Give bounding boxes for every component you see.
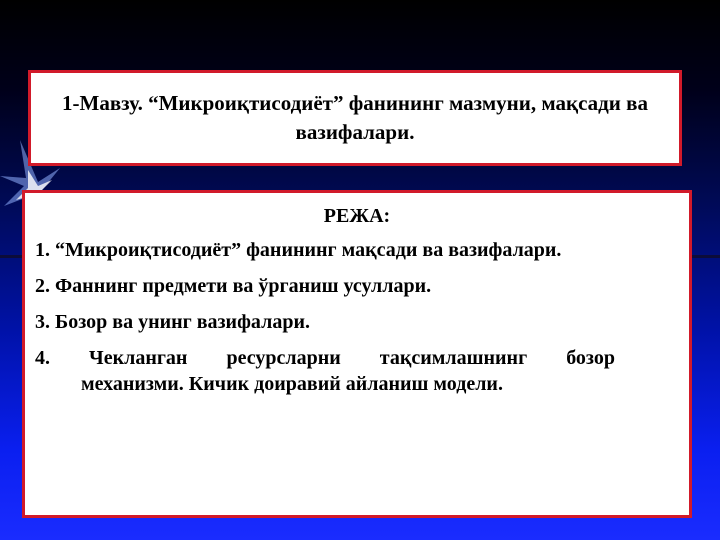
plan-item-2: 2. Фаннинг предмети ва ўрганиш усуллари. xyxy=(35,275,432,297)
plan-item-4-line-2: механизми. Кичик доиравий айланиш модели. xyxy=(81,373,503,395)
plan-item-4-word: Чекланган xyxy=(89,347,188,369)
slide-title: 1-Мавзу. “Микроиқтисодиёт” фанининг мазмуни, мақсади ва вазифалари. xyxy=(62,91,648,144)
plan-item-3: 3. Бозор ва унинг вазифалари. xyxy=(35,311,310,333)
plan-item-4-word: бозор xyxy=(566,347,615,369)
plan-item-4 xyxy=(35,345,679,397)
plan-item-4-word: тақсимлашнинг xyxy=(379,347,528,369)
plan-item-4-number: 4. xyxy=(35,347,50,369)
plan-box xyxy=(22,190,692,518)
plan-heading: РЕЖА: xyxy=(323,205,391,227)
plan-item-4-word: ресурсларни xyxy=(226,347,341,369)
plan-item-1: 1. “Микроиқтисодиёт” фанининг мақсади ва вазифалари. xyxy=(35,239,562,261)
plan-item-4-line-1 xyxy=(35,345,615,371)
title-box xyxy=(28,70,682,166)
